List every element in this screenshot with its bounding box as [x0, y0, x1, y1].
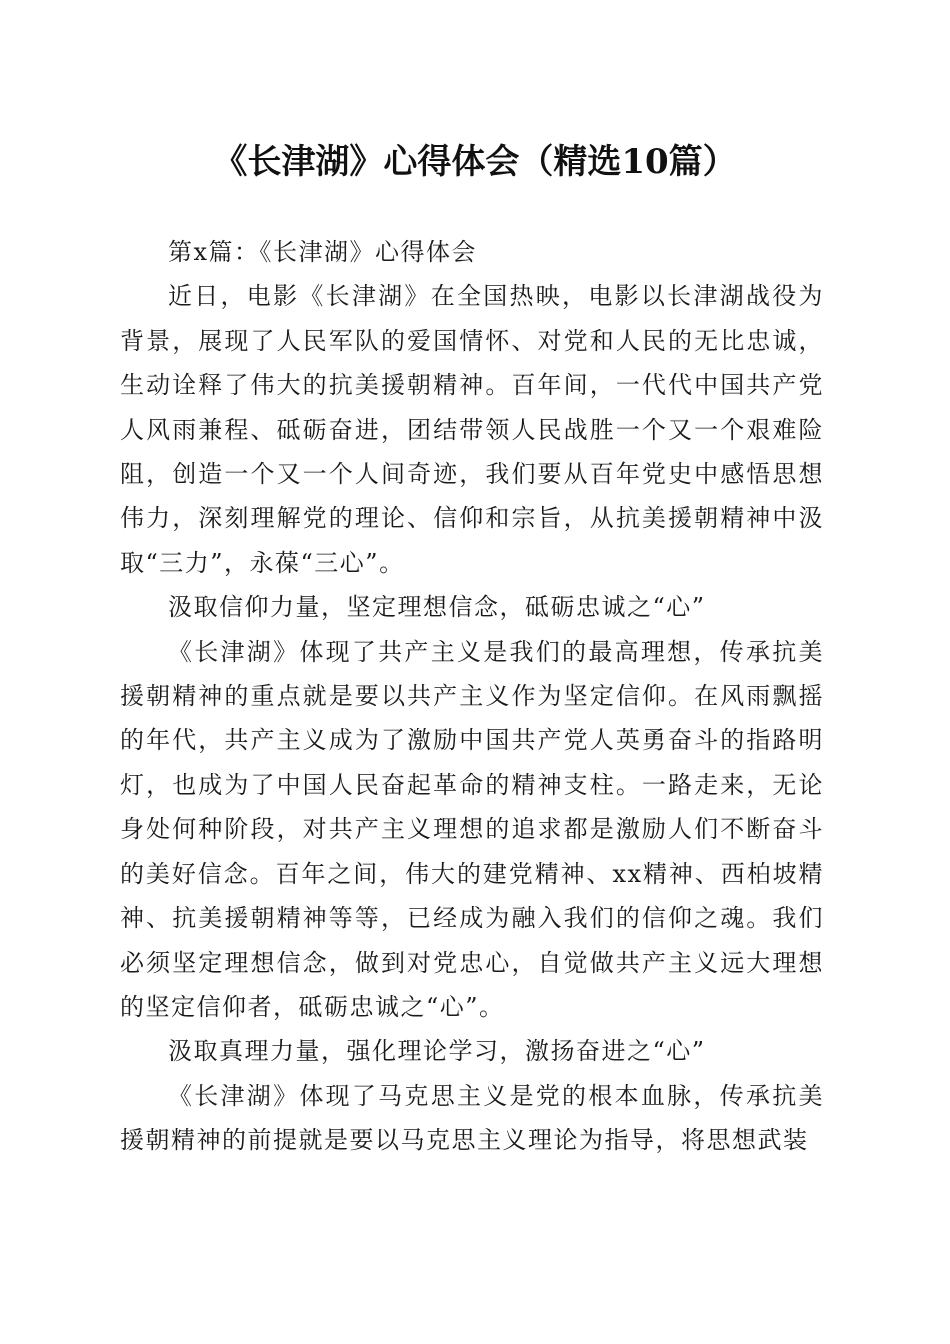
- section-label: 第x篇：《长津湖》心得体会: [168, 238, 478, 266]
- document-body: [120, 230, 824, 1163]
- document-title: 《长津湖》心得体会（精选10篇）: [213, 142, 737, 182]
- subheading-faith: 汲取信仰力量，坚定理想信念，砥砺忠诚之“心”: [168, 593, 706, 622]
- paragraph-faith: 《长津湖》体现了共产主义是我们的最高理想，传承抗美援朝精神的重点就是要以共产主义作为坚定信仰。在风雨飘摇的年代，共产主义成为了激励中国共产党人英勇奋斗的指路明灯，也成为了中国人民奋起革命的精神支柱。一路走来，无论身处何种阶段，对共产主义理想的追求都是激励人们不断奋斗的美好信念。百年之间，伟大的建党精神、xx精神、西柏坡精神、抗美援朝精神等等，已经成为融入我们的信仰之魂。我们必须坚定理想信念，做到对党忠心，自觉做共产主义远大理想的坚定信仰者，砥砺忠诚之“心”。: [120, 637, 824, 1021]
- subheading-truth: 汲取真理力量，强化理论学习，激扬奋进之“心”: [168, 1037, 706, 1066]
- intro-paragraph: 近日，电影《长津湖》在全国热映，电影以长津湖战役为背景，展现了人民军队的爱国情怀、对党和人民的无比忠诚，生动诠释了伟大的抗美援朝精神。百年间，一代代中国共产党人风雨兼程、砥砺奋进，团结带领人民战胜一个又一个艰难险阻，创造一个又一个人间奇迹，我们要从百年党史中感悟思想伟力，深刻理解党的理论、信仰和宗旨，从抗美援朝精神中汲取“三力”，永葆“三心”。: [120, 282, 824, 577]
- paragraph-truth: 《长津湖》体现了马克思主义是党的根本血脉，传承抗美援朝精神的前提就是要以马克思主义理论为指导，将思想武装: [120, 1081, 824, 1155]
